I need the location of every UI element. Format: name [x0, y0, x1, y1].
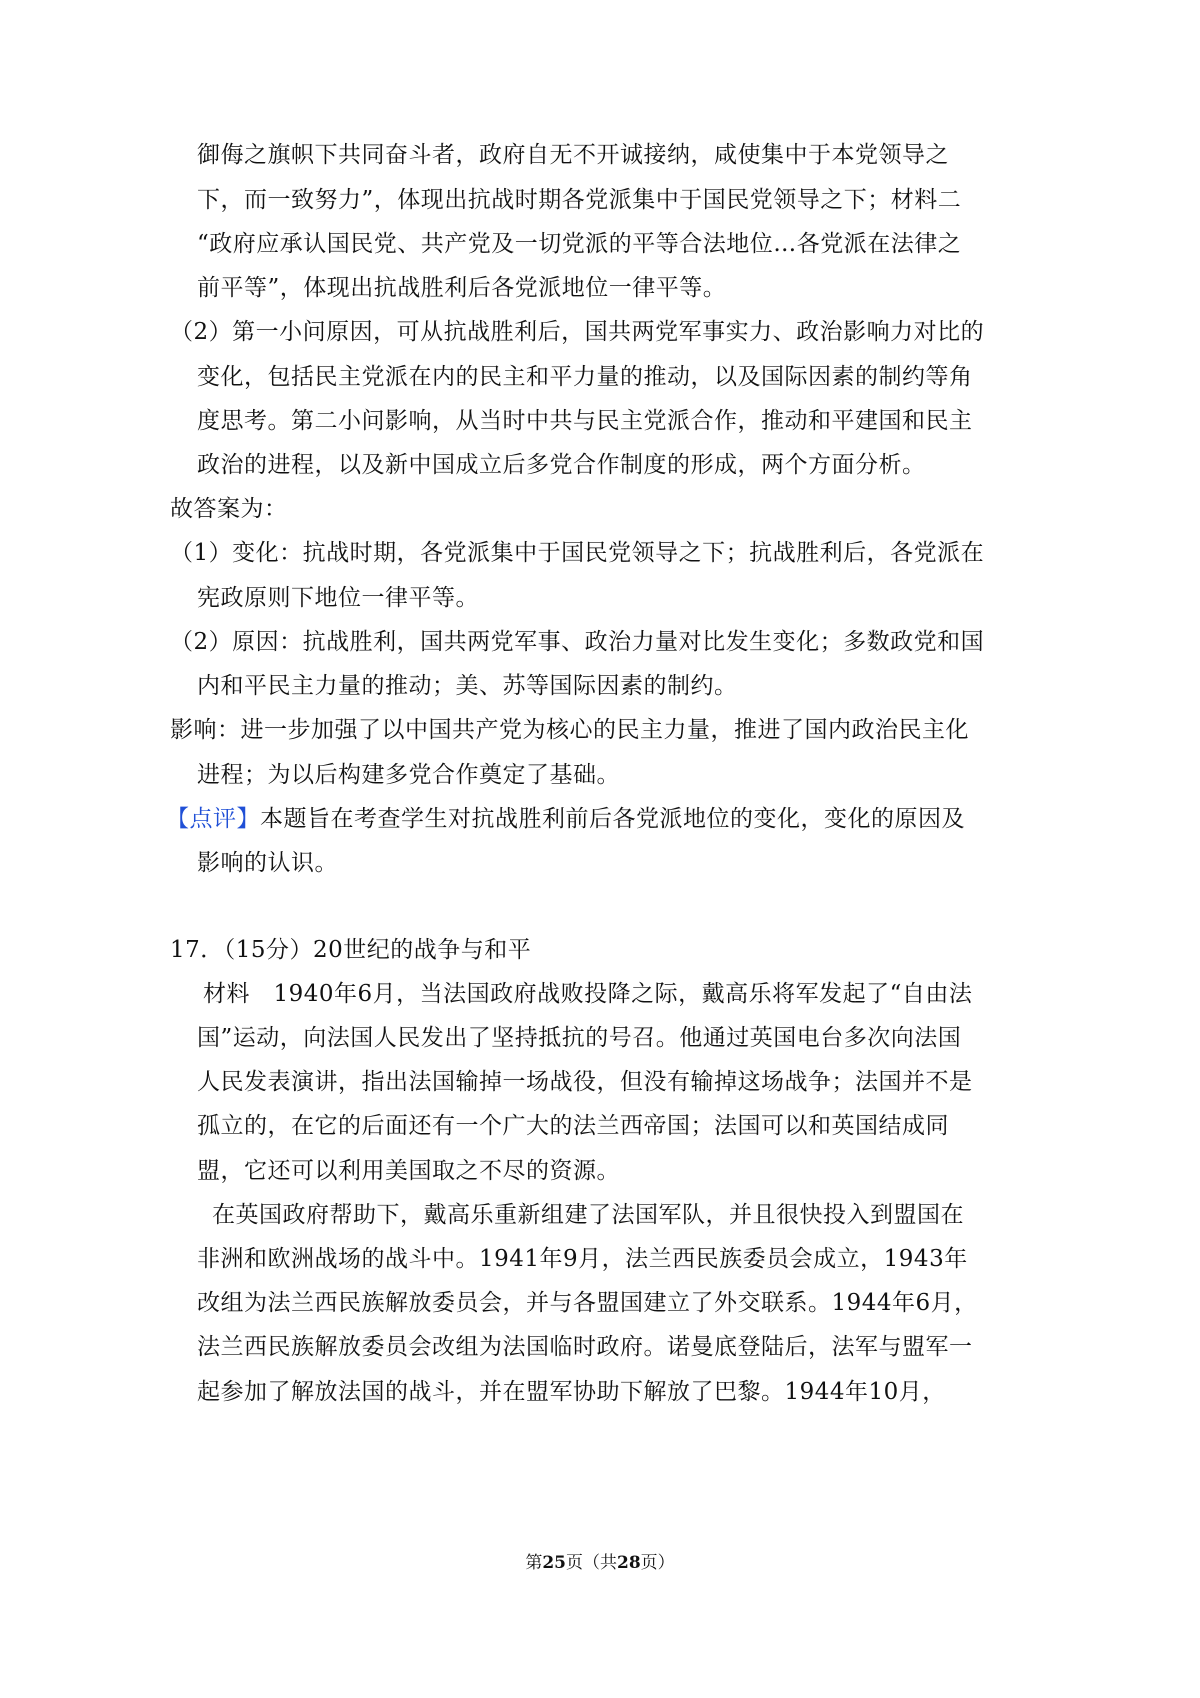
comment-line: 影响的认识。	[197, 850, 338, 876]
analysis-q2-line: 政治的进程，以及新中国成立后多党合作制度的形成，两个方面分析。	[197, 452, 926, 478]
analysis-q2-line: 度思考。第二小问影响，从当时中共与民主党派合作，推动和平建国和民主	[197, 408, 973, 434]
analysis-q2-line: 变化，包括民主党派在内的民主和平力量的推动，以及国际因素的制约等角	[197, 364, 973, 390]
footer-total-pages: 28	[617, 1553, 641, 1573]
answer-1-line: 宪政原则下地位一律平等。	[197, 585, 479, 611]
page-footer	[0, 1552, 1200, 1574]
footer-suffix: 页）	[640, 1553, 675, 1573]
answer-impact-line: 影响：进一步加强了以中国共产党为核心的民主力量，推进了国内政治民主化	[170, 717, 969, 743]
material-para2-line: 改组为法兰西民族解放委员会，并与各盟国建立了外交联系。1944年6月，	[197, 1290, 978, 1316]
answer-2-line: 内和平民主力量的推动；美、苏等国际因素的制约。	[197, 673, 738, 699]
material-line: 盟，它还可以利用美国取之不尽的资源。	[197, 1158, 620, 1184]
analysis-q2-line: （2）第一小问原因，可从抗战胜利后，国共两党军事实力、政治影响力对比的	[170, 319, 985, 345]
material-para2-line: 非洲和欧洲战场的战斗中。1941年9月，法兰西民族委员会成立，1943年	[197, 1246, 968, 1272]
analysis-line: “政府应承认国民党、共产党及一切党派的平等合法地位…各党派在法律之	[197, 231, 962, 257]
footer-page-number: 25	[542, 1553, 566, 1573]
answer-2-line: （2）原因：抗战胜利，国共两党军事、政治力量对比发生变化；多数政党和国	[170, 629, 985, 655]
comment-tag: 【点评】	[166, 806, 260, 832]
material-para2-line: 起参加了解放法国的战斗，并在盟军协助下解放了巴黎。1944年10月，	[197, 1379, 946, 1405]
analysis-line: 前平等”，体现出抗战胜利后各党派地位一律平等。	[197, 275, 727, 301]
analysis-line: 下，而一致努力”，体现出抗战时期各党派集中于国民党领导之下；材料二	[197, 187, 962, 213]
material-para2-line: 在英国政府帮助下，戴高乐重新组建了法国军队，并且很快投入到盟国在	[212, 1202, 964, 1228]
answer-heading: 故答案为：	[170, 496, 288, 522]
footer-middle: 页（共	[566, 1553, 617, 1573]
material-line: 人民发表演讲，指出法国输掉一场战役，但没有输掉这场战争；法国并不是	[197, 1069, 973, 1095]
material-line: 材料 1940年6月，当法国政府战败投降之际，戴高乐将军发起了“自由法	[203, 981, 973, 1007]
footer-prefix: 第	[525, 1553, 543, 1573]
comment-line	[166, 804, 965, 834]
answer-1-line: （1）变化：抗战时期，各党派集中于国民党领导之下；抗战胜利后，各党派在	[170, 540, 985, 566]
comment-text: 本题旨在考查学生对抗战胜利前后各党派地位的变化，变化的原因及	[260, 806, 965, 832]
material-line: 国”运动，向法国人民发出了坚持抵抗的号召。他通过英国电台多次向法国	[197, 1025, 962, 1051]
material-line: 孤立的，在它的后面还有一个广大的法兰西帝国；法国可以和英国结成同	[197, 1113, 949, 1139]
question-title: 17．（15分）20世纪的战争与和平	[170, 937, 532, 963]
analysis-line: 御侮之旗帜下共同奋斗者，政府自无不开诚接纳，咸使集中于本党领导之	[197, 142, 949, 168]
material-para2-line: 法兰西民族解放委员会改组为法国临时政府。诺曼底登陆后，法军与盟军一	[197, 1334, 973, 1360]
answer-impact-line: 进程；为以后构建多党合作奠定了基础。	[197, 762, 620, 788]
